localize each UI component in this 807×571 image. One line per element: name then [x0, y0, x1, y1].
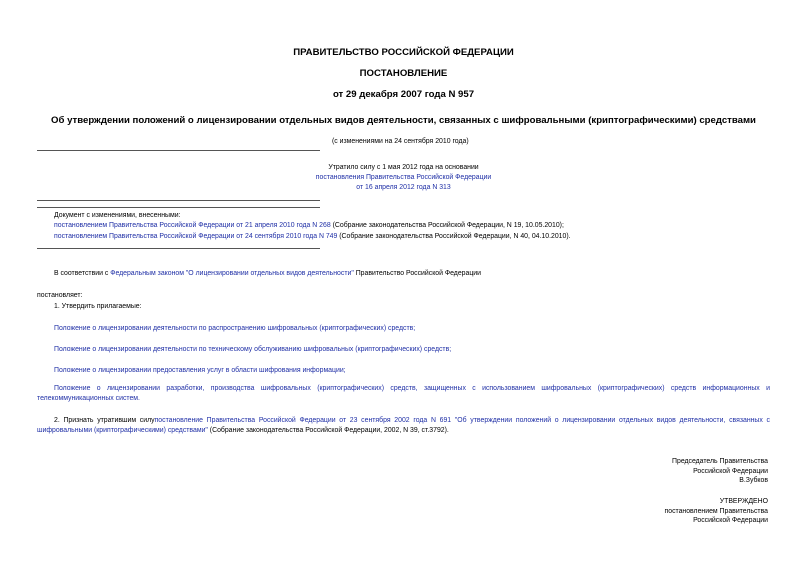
change-item: [54, 221, 564, 230]
doc-date: от 29 декабря 2007 года N 957: [332, 89, 475, 100]
repealed-decree-link[interactable]: постановление Правительства Российской Федерации от 23 сентября 2002 года N 691 "Об утверждении положений о лицензировании отдельных видов деятельности, связанных с шифровальными (криптографическими) средствами": [37, 417, 770, 434]
regulation-link-4[interactable]: Положение о лицензировании разработки, производства шифровальных (криптографических) средств, защищенных с использованием шифровальных (криптографических) средств информационных и телекоммуникационных систем.: [37, 385, 770, 402]
approved-block: [665, 497, 769, 526]
item-1: 1. Утвердить прилагаемые:: [54, 303, 142, 310]
change-tail-1: (Собрание законодательства Российской Федерации, N 19, 10.05.2010);: [330, 222, 564, 229]
change-link-1[interactable]: постановлением Правительства Российской Федерации от 21 апреля 2010 года N 268: [54, 222, 331, 229]
change-item: [54, 232, 571, 241]
changes-intro: Документ с изменениями, внесенными:: [54, 212, 181, 219]
signature-name: В.Зубков: [739, 477, 768, 485]
federal-law-link[interactable]: Федеральным законом "О лицензировании отдельных видов деятельности": [110, 270, 354, 277]
amended-note: (с изменениями на 24 сентября 2010 года): [332, 138, 469, 145]
item-2: [37, 416, 770, 435]
item-2-tail: (Собрание законодательства Российской Федерации, 2002, N 39, ст.3792).: [207, 426, 449, 434]
divider: [37, 207, 320, 208]
divider: [37, 200, 320, 201]
divider: [37, 150, 320, 151]
change-tail-2: (Собрание законодательства Российской Федерации, N 40, 04.10.2010).: [337, 233, 571, 240]
decrees-word: постановляет:: [37, 292, 83, 299]
approved-by: постановлением Правительства: [664, 507, 768, 515]
doc-type: ПОСТАНОВЛЕНИЕ: [359, 68, 448, 79]
approved-label: УТВЕРЖДЕНО: [719, 498, 768, 505]
item-2-text: 2. Признать утратившим силу: [54, 417, 155, 424]
divider: [37, 248, 320, 249]
expired-link-1[interactable]: постановления Правительства Российской Федерации: [315, 174, 492, 181]
regulation-link-3[interactable]: Положение о лицензировании предоставления услуг в области шифрования информации;: [54, 367, 346, 374]
regulation-link-1[interactable]: Положение о лицензировании деятельности по распространению шифровальных (криптографических) средств;: [54, 325, 416, 332]
expired-note: Утратило силу с 1 мая 2012 года на основании: [328, 164, 479, 171]
signature-block: [672, 457, 768, 486]
preamble-text-end: Правительство Российской Федерации: [353, 270, 481, 277]
expired-link-2[interactable]: от 16 апреля 2012 года N 313: [356, 184, 451, 191]
approved-org: Российской Федерации: [693, 517, 768, 525]
preamble: [54, 269, 481, 278]
regulation-link-2[interactable]: Положение о лицензировании деятельности по техническому обслуживанию шифровальных (криптографических) средств;: [54, 346, 452, 353]
signature-title: Председатель Правительства: [672, 458, 768, 465]
preamble-text: В соответствии с: [54, 270, 111, 277]
doc-title: Об утверждении положений о лицензировании отдельных видов деятельности, связанных с шифровальными (криптографическими) средствами: [51, 115, 756, 126]
org-name: ПРАВИТЕЛЬСТВО РОССИЙСКОЙ ФЕДЕРАЦИИ: [293, 47, 514, 58]
change-link-2[interactable]: постановлением Правительства Российской Федерации от 24 сентября 2010 года N 749: [54, 233, 338, 240]
signature-org: Российской Федерации: [693, 467, 768, 475]
